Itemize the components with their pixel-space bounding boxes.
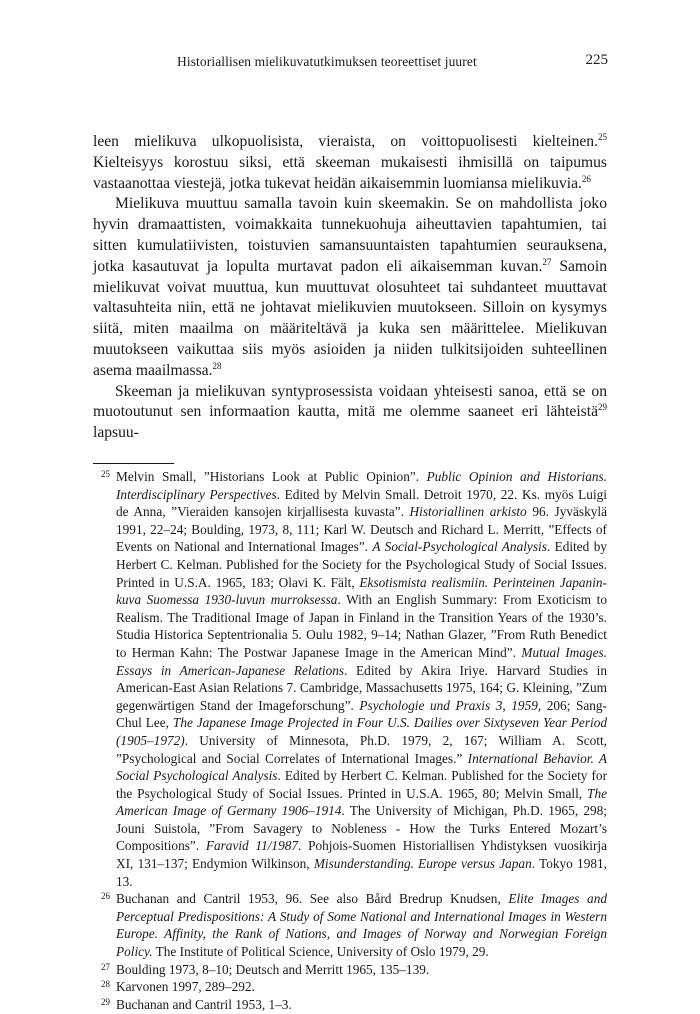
- footnote-text: Boulding 1973, 8–10; Deutsch and Merritt 1965, 135–139.: [116, 961, 430, 977]
- footnote-separator: [93, 463, 174, 464]
- italic-title: Misunderstanding. Europe versus Japan: [313, 856, 532, 872]
- footnote: [93, 996, 607, 1014]
- italic-title: A Social-Psychological Analysis: [372, 539, 547, 555]
- footnote-text: Melvin Small, ”Historians Look at Public Opinion”. Public Opinion and Historians. Interdisciplinary Perspectives. Edited by Melvin Small. Detroit 1970, 22. Ks. myös Luigi de Anna, ”Vieraiden kansojen kirjallisesta kuvasta”. Historiallinen arkisto 96. Jyväskylä 1991, 22–24; Boulding, 1973, 8, 111; Karl W. Deutsch and Richard L. Merritt, ”Effects of Events on National and International Images”. A Social-Psychological Analysis. Edited by Herbert C. Kelman. Published for the Society for the Psychological Study of Social Issues. Printed in U.S.A. 1965, 183; Olavi K. Fält, Eksotismista realismiin. Perinteinen Japanin-kuva Suomessa 1930-luvun murroksessa. With an English Summary: From Exoticism to Realism. The Traditional Image of Japan in Finland in the Transition Years of the 1930’s. Studia Historica Septentrionalia 5. Oulu 1982, 9–14; Nathan Glazer, ”From Ruth Benedict to Herman Kahn: The Postwar Japanese Image in the American Mind”. Mutual Images. Essays in American-Japanese Relations. Edited by Akira Iriye. Harvard Studies in American-East Asian Relations 7. Cambridge, Massachusetts 1975, 164; G. Kleining, ”Zum gegenwärtigen Stand der Imageforschung”. Psychologie und Praxis 3, 1959, 206; Sang-Chul Lee, The Japanese Image Projected in Four U.S. Dailies over Sixtyseven Year Period (1905–1972). University of Minnesota, Ph.D. 1979, 2, 167; William A. Scott, ”Psychological and Social Correlates of International Images.” International Behavior. A Social Psychological Analysis. Edited by Herbert C. Kelman. Published for the Society for the Psychological Study of Social Issues. Printed in U.S.A. 1965, 80; Melvin Small, The American Image of Germany 1906–1914. The University of Michigan, Ph.D. 1965, 298; Jouni Suistola, ”From Savagery to Nobleness - How the Turks Entered Mozart’s Compositions”. Faravid 11/1987. Pohjois-Suomen Historiallisen Yhdistyksen vuosikirja XI, 131–137; Endymion Wilkinson, Misunderstanding. Europe versus Japan. Tokyo 1981, 13.: [116, 469, 608, 889]
- italic-title: Historiallinen arkisto: [409, 504, 527, 520]
- footnote-number: 29: [101, 996, 110, 1007]
- running-title: Historiallisen mielikuvatutkimuksen teoreettiset juuret: [177, 54, 477, 69]
- paragraph: Mielikuva muuttuu samalla tavoin kuin skeemakin. Se on mahdollista joko hyvin dramaattisten, voimakkaita tunnekuohuja aiheuttavien tapahtumien, tai sitten kumulatiivisten, toistuvien samansuuntaisten tapahtumien seurauksena, jotka kasautuvat ja lopulta murtavat padon eli aikaisemman kuvan.$^{27}$ Samoin mielikuvat voivat muuttua, kun muuttuvat olosuhteet tai suhdanteet muuttavat valtasuhteita niin, että ne johtavat mielikuvien muutokseen. Silloin on kysymys siitä, miten maailma on määriteltävä ja kuka sen määrittelee. Mielikuvan muutokseen vaikuttaa siis myös asioiden ja niiden tulkitsijoiden suhteellinen asema maailmassa.$^{28}$: [93, 195, 607, 379]
- footnote-text: Karvonen 1997, 289–292.: [116, 979, 255, 995]
- footnote-text: Buchanan and Cantril 1953, 1–3.: [116, 996, 292, 1012]
- italic-title: Public Opinion and Historians. Interdisciplinary Perspectives: [116, 469, 607, 502]
- footnote: [93, 978, 607, 996]
- footnote-number: 26: [101, 891, 110, 902]
- footnote-reference[interactable]: 26: [581, 173, 591, 184]
- italic-title: International Behavior. A Social Psychological Analysis: [116, 750, 607, 784]
- footnote-reference[interactable]: 27: [542, 256, 552, 267]
- footnote: [93, 890, 607, 960]
- footnote-text: Buchanan and Cantril 1953, 96. See also Bård Bredrup Knudsen, Elite Images and Perceptual Predispositions: A Study of Some National and International Images in Western Europe. Affinity, the Rank of Nations, and Images of Norway and Norwegian Foreign Policy. The Institute of Political Science, University of Oslo 1979, 29.: [116, 891, 607, 960]
- italic-title: Eksotismista realismiin. Perinteinen Japanin-kuva Suomessa 1930-luvun murroksessa: [116, 574, 607, 608]
- footnote-number: 27: [101, 961, 110, 972]
- footnote: [93, 961, 607, 979]
- footnote-reference[interactable]: 29: [598, 402, 607, 413]
- footnotes: [93, 468, 607, 1013]
- italic-title: The American Image of Germany 1906–1914: [116, 785, 607, 819]
- footnote-number: 25: [101, 469, 110, 479]
- running-header: [93, 52, 608, 72]
- italic-title: The Japanese Image Projected in Four U.S. Dailies over Sixtyseven Year Period (1905–1972): [116, 715, 607, 748]
- body-text: [93, 132, 607, 444]
- footnote-reference[interactable]: 25: [598, 132, 607, 142]
- italic-title: Faravid 11/1987: [205, 838, 299, 854]
- footnote: [93, 468, 607, 890]
- footnote-reference[interactable]: 28: [212, 360, 222, 371]
- paragraph: leen mielikuva ulkopuolisista, vieraista, on voittopuolisesti kielteinen.$^{25}$ Kielteisyys korostuu siksi, että skeeman mukaisesti ihmisillä on taipumus vastaanottaa viestejä, jotka tukevat heidän aikaisemmin luomiansa mielikuvia.$^{26}$: [93, 132, 607, 192]
- footnote-number: 28: [101, 979, 110, 990]
- italic-title: Mutual Images. Essays in American-Japanese Relations: [116, 644, 607, 678]
- page-number: 225: [585, 52, 608, 68]
- paragraph: Skeeman ja mielikuvan syntyprosessista voidaan yhteisesti sanoa, että se on muotoutunut sen informaation kautta, mitä me olemme saaneet eri lähteistä$^{29}$ lapsuu-: [93, 382, 607, 442]
- italic-title: Elite Images and Perceptual Predispositions: A Study of Some National and International Images in Western Europe. Affinity, the Rank of Nations, and Images of Norway and Norwegian Foreign Policy.: [116, 891, 607, 960]
- italic-title: Psychologie und Praxis 3, 1959: [359, 697, 538, 713]
